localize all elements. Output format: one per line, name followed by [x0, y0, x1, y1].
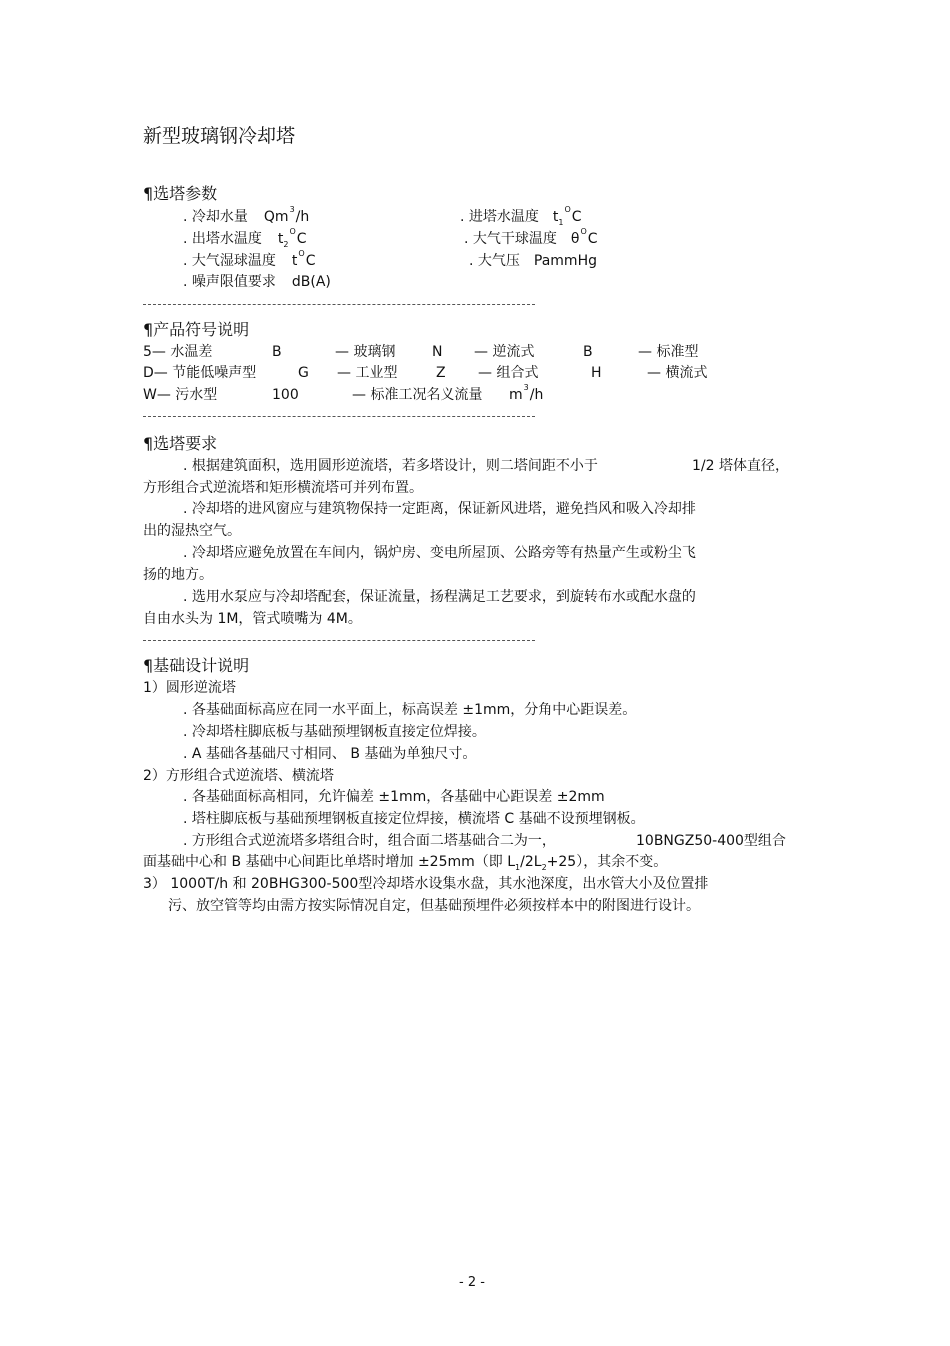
- symbol-code: Z: [436, 365, 446, 381]
- dashed-divider: [143, 416, 535, 417]
- symbol-row: D— 节能低噪声型: [143, 365, 257, 381]
- symbol-row: W— 污水型: [143, 387, 218, 403]
- requirement-line: 方形组合式逆流塔和矩形横流塔可并列布置。: [143, 480, 423, 496]
- param-dry-bulb-temp: . 大气干球温度 $\theta^OC$: [464, 227, 598, 247]
- requirement-line: 自由水头为 1M，管式喷嘴为 4M。: [143, 611, 362, 627]
- symbol-code: H: [591, 365, 602, 381]
- requirement-line: . 冷却塔的进风窗应与建筑物保持一定距离，保证新风进塔，避免挡风和吸入冷却排: [183, 501, 696, 517]
- foundation-line: . 方形组合式逆流塔多塔组合时，组合面二塔基础合二为一，: [183, 833, 556, 849]
- foundation-subheading: 2）方形组合式逆流塔、横流塔: [143, 768, 334, 784]
- foundation-subheading: 1）圆形逆流塔: [143, 680, 236, 696]
- foundation-line: . A 基础各基础尺寸相同、 B 基础为单独尺寸。: [183, 746, 477, 762]
- symbol-desc: — 标准型: [638, 344, 699, 360]
- symbol-unit: $m^3/h$: [509, 383, 544, 403]
- section-heading-foundation: ¶基础设计说明: [143, 656, 250, 675]
- param-atmospheric-pressure: . 大气压 PammHg: [469, 253, 597, 269]
- symbol-code: B: [272, 344, 282, 360]
- symbol-desc: — 玻璃钢: [335, 344, 396, 360]
- requirement-line: 出的湿热空气。: [143, 523, 241, 539]
- param-cooling-water: . 冷却水量 Qm$^3$/h: [183, 205, 310, 225]
- foundation-line: 污、放空管等均由需方按实际情况自定，但基础预埋件必须按样本中的附图进行设计。: [168, 898, 700, 914]
- dashed-divider: [143, 304, 535, 305]
- foundation-line: 10BNGZ50-400型组合: [636, 833, 786, 849]
- page-number: - 2 -: [459, 1275, 485, 1290]
- symbol-desc: — 标准工况名义流量: [352, 387, 483, 403]
- symbol-desc: — 逆流式: [474, 344, 535, 360]
- foundation-line: . 各基础面标高相同，允许偏差 ±1mm，各基础中心距误差 ±2mm: [183, 789, 605, 805]
- section-heading-symbols: ¶产品符号说明: [143, 320, 250, 339]
- page-title: 新型玻璃钢冷却塔: [143, 125, 296, 147]
- param-inlet-temp: . 进塔水温度 $t_1^OC$: [460, 205, 582, 227]
- symbol-code: 100: [272, 387, 299, 403]
- requirement-line: . 选用水泵应与冷却塔配套，保证流量，扬程满足工艺要求，到旋转布水或配水盘的: [183, 589, 696, 605]
- requirement-line: . 根据建筑面积，选用圆形逆流塔，若多塔设计，则二塔间距不小于: [183, 458, 598, 474]
- foundation-line: . 冷却塔柱脚底板与基础预埋钢板直接定位焊接。: [183, 724, 486, 740]
- foundation-line: . 塔柱脚底板与基础预埋钢板直接定位焊接，横流塔 C 基础不设预埋钢板。: [183, 811, 645, 827]
- requirement-line: . 冷却塔应避免放置在车间内，锅炉房、变电所屋顶、公路旁等有热量产生或粉尘飞: [183, 545, 696, 561]
- section-heading-requirements: ¶选塔要求: [143, 434, 218, 453]
- symbol-desc: — 横流式: [647, 365, 708, 381]
- param-outlet-temp: . 出塔水温度 $t_2^OC$: [183, 227, 307, 249]
- symbol-desc: — 组合式: [478, 365, 539, 381]
- foundation-line: . 各基础面标高应在同一水平面上，标高误差 ±1mm，分角中心距误差。: [183, 702, 637, 718]
- requirement-line: 1/2 塔体直径，: [692, 458, 789, 474]
- symbol-code: B: [583, 344, 593, 360]
- symbol-code: G: [298, 365, 309, 381]
- foundation-line: 面基础中心和 B 基础中心间距比单塔时增加 ±25mm（即 $L_1/2L_2+25$），其余不变。: [143, 854, 668, 872]
- section-heading-selection-params: ¶选塔参数: [143, 184, 218, 203]
- dashed-divider: [143, 640, 535, 641]
- param-noise-limit: . 噪声限值要求 dB(A): [183, 274, 331, 290]
- symbol-code: N: [432, 344, 443, 360]
- symbol-row: 5— 水温差: [143, 344, 213, 360]
- requirement-line: 扬的地方。: [143, 567, 213, 583]
- symbol-desc: — 工业型: [337, 365, 398, 381]
- param-wet-bulb-temp: . 大气湿球温度 $t^OC$: [183, 249, 316, 269]
- foundation-subheading: 3） 1000T/h 和 20BHG300-500型冷却塔水设集水盘，其水池深度，出水管大小及位置排: [143, 876, 709, 892]
